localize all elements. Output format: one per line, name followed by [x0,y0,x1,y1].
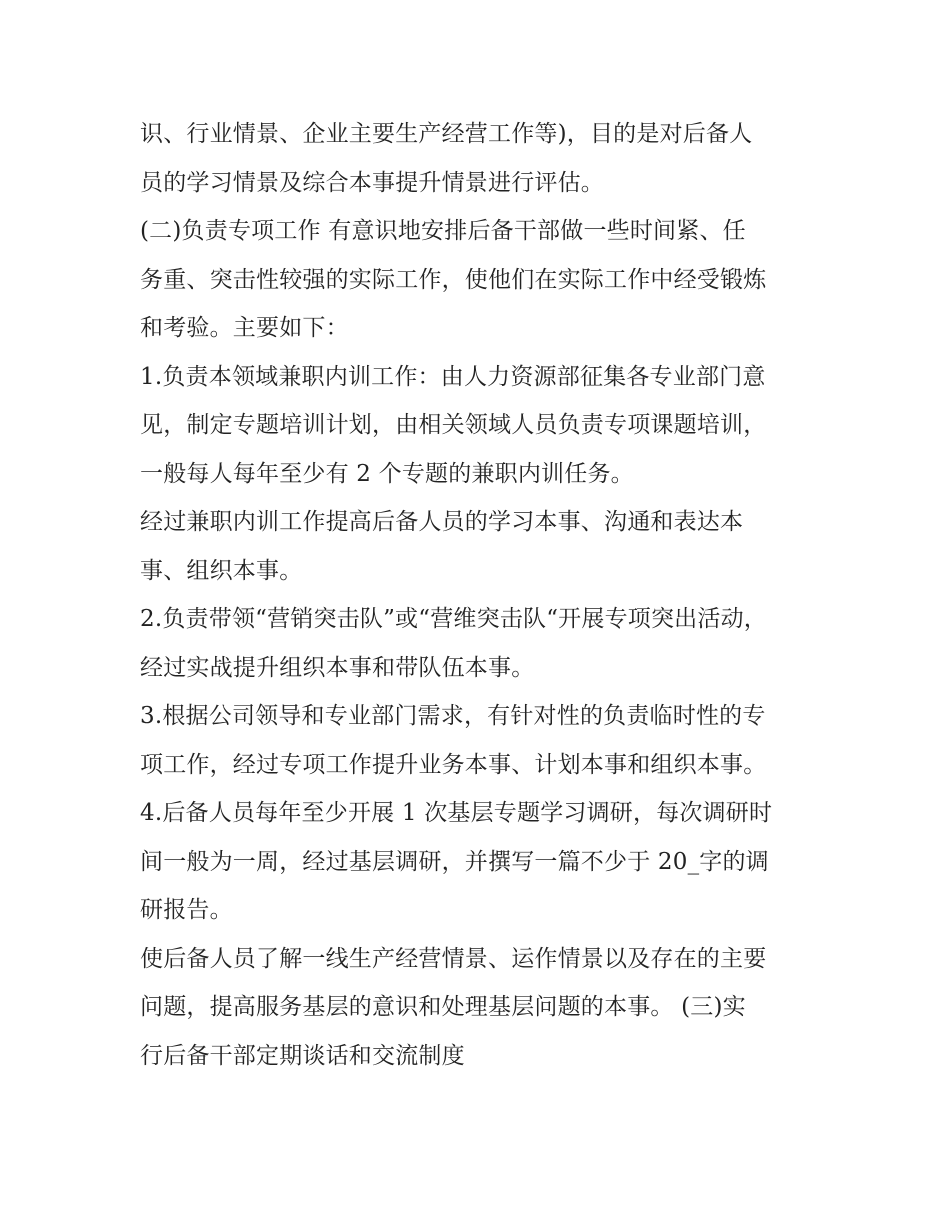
text-line: 经过实战提升组织本事和带队伍本事。 [140,654,535,681]
text-line: 和考验。主要如下： [140,315,349,341]
document-body [140,110,820,1080]
text-line: 研报告。 [140,897,233,923]
text-line: 项工作，经过专项工作提升业务本事、计划本事和组织本事。 [140,751,767,778]
text-line: 行后备干部定期谈话和交流制度 [140,1042,465,1069]
text-line: 务重、突击性较强的实际工作，使他们在实际工作中经受锻炼 [140,266,767,293]
section-heading-line: (二)负责专项工作 有意识地安排后备干部做一些时间紧、任 [140,218,746,244]
text-line: 事、组织本事。 [140,557,303,584]
text-line: 见，制定专题培训计划，由相关领域人员负责专项课题培训， [140,412,767,438]
text-line: 识、行业情景、企业主要生产经营工作等)，目的是对后备人 [140,121,753,147]
text-line: 问题，提高服务基层的意识和处理基层问题的本事。 (三)实 [140,994,746,1020]
list-item-line: 4.后备人员每年至少开展 1 次基层专题学习调研，每次调研时 [140,800,773,826]
text-line: 一般每人每年至少有 2 个专题的兼职内训任务。 [140,460,634,487]
text-line: 经过兼职内训工作提高后备人员的学习本事、沟通和表达本 [140,509,744,535]
text-line: 员的学习情景及综合本事提升情景进行评估。 [140,169,604,196]
text-line: 间一般为一周，经过基层调研，并撰写一篇不少于 20_字的调 [140,848,769,875]
list-item-line: 3.根据公司领导和专业部门需求，有针对性的负责临时性的专 [140,703,766,729]
text-line: 使后备人员了解一线生产经营情景、运作情景以及存在的主要 [140,945,767,972]
list-item-line: 2.负责带领“营销突击队”或“营维突击队“开展专项突出活动， [140,606,767,632]
list-item-line: 1.负责本领域兼职内训工作：由人力资源部征集各专业部门意 [140,363,766,390]
